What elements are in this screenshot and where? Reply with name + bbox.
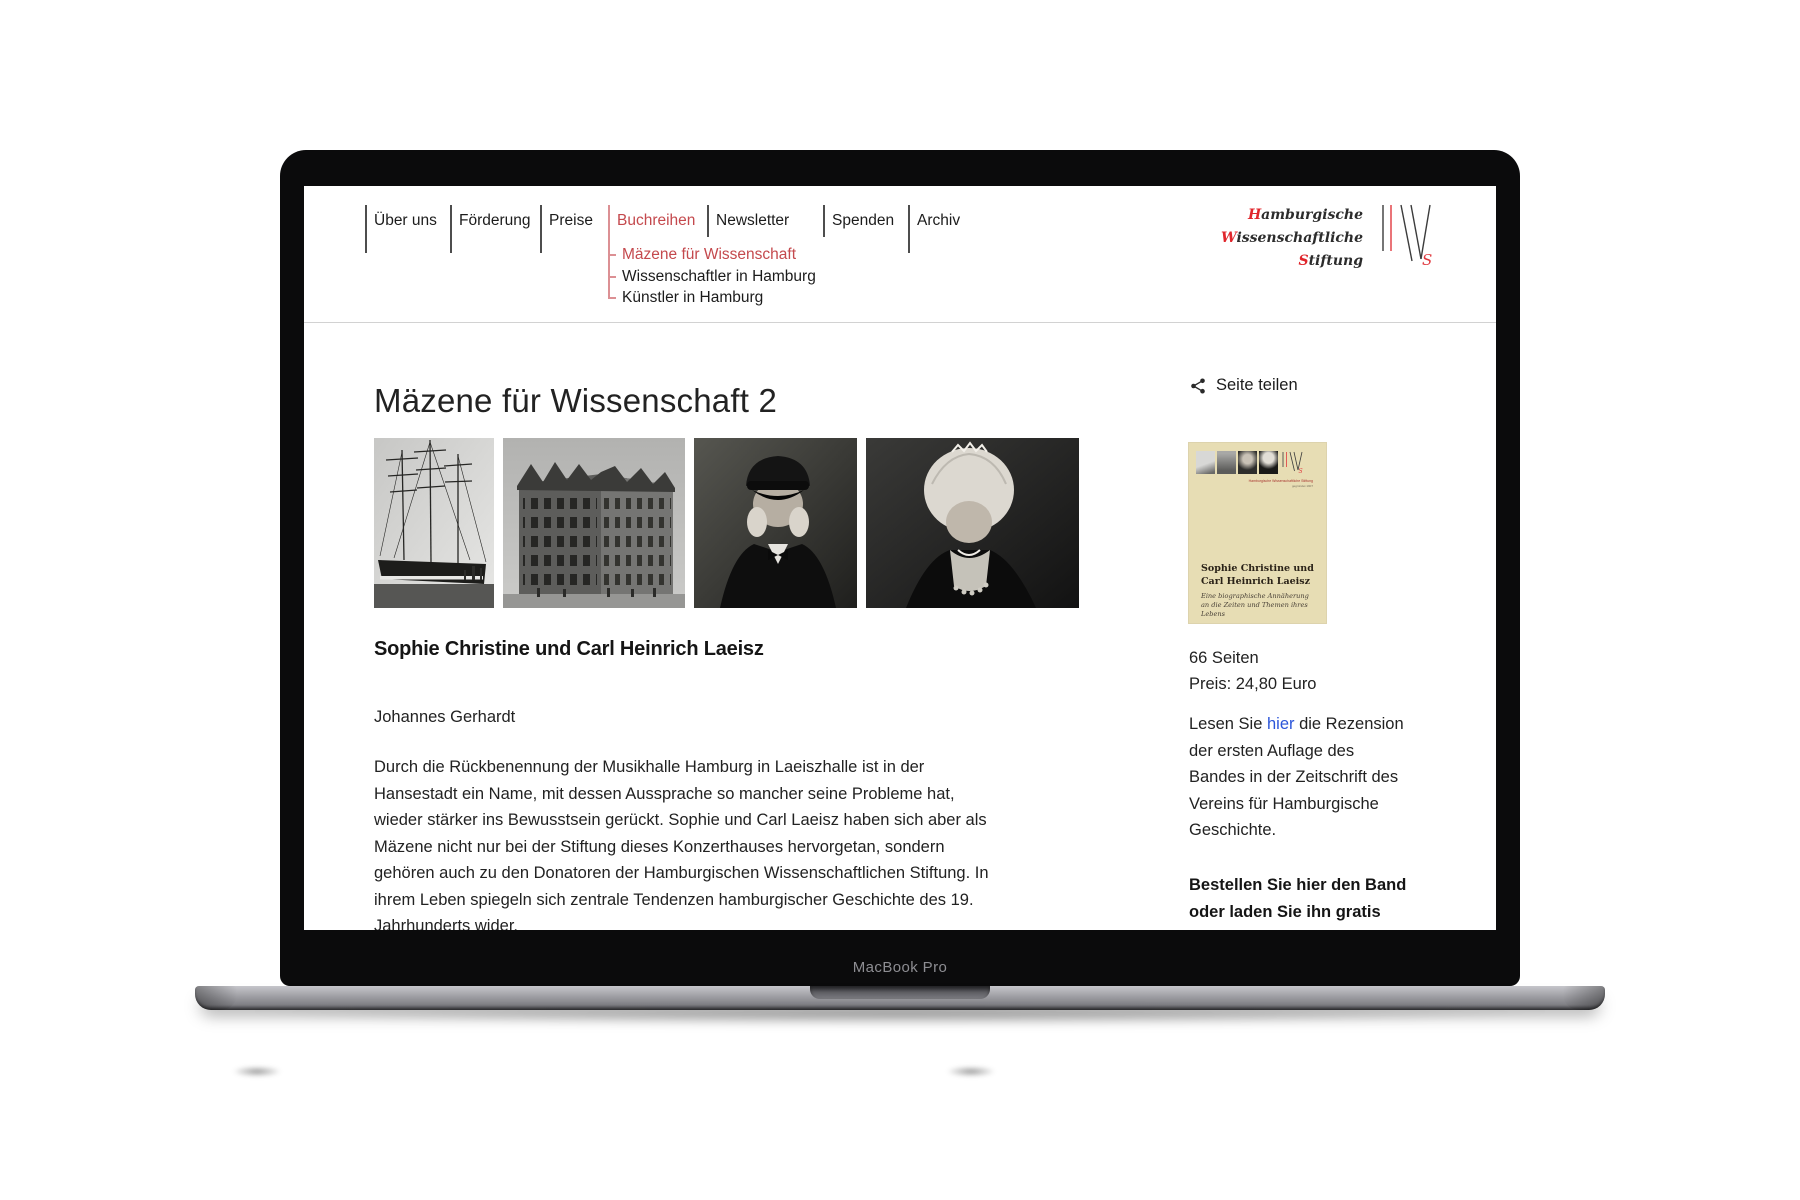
page-count: 66 Seiten: [1189, 649, 1259, 667]
cover-publisher-line: Hamburgische Wissenschaftliche Stiftung gegründet 1907: [1248, 479, 1313, 488]
nav-item-archiv[interactable]: Archiv: [917, 212, 961, 229]
cover-title: Sophie Christine und Carl Heinrich Laeisz: [1201, 563, 1314, 587]
share-icon: [1189, 377, 1207, 395]
cover-ship-thumb: [1196, 451, 1215, 474]
submenu-item-wissenschaftler[interactable]: Wissenschaftler in Hamburg: [622, 268, 816, 285]
review-text: Lesen Sie hier die Rezension der ersten Auflage des Bandes in der Zeitschrift des Vereins für Hamburgische Geschichte.: [1189, 715, 1404, 839]
price: Preis: 24,80 Euro: [1189, 675, 1317, 693]
submenu-tree-tick: [608, 297, 616, 299]
review-link[interactable]: hier: [1266, 715, 1295, 733]
submenu-tree-tick: [608, 276, 616, 278]
nav-item-foerderung[interactable]: Förderung: [459, 212, 531, 229]
laptop-base: [195, 986, 1605, 1010]
sailing-ship-photo: [374, 438, 494, 608]
svg-text:S: S: [1422, 251, 1433, 266]
svg-text:S: S: [1298, 468, 1303, 474]
article-banner-image: [374, 438, 1079, 608]
sophie-laeisz-portrait-photo: [866, 438, 1079, 608]
submenu-item-maezene[interactable]: Mäzene für Wissenschaft: [622, 246, 797, 263]
share-page-button[interactable]: [1189, 376, 1298, 395]
nav-item-preise[interactable]: Preise: [549, 212, 593, 229]
cover-photo-strip: [1196, 451, 1306, 474]
laptop-shadow: [230, 1010, 1570, 1026]
share-label: Seite teilen: [1216, 376, 1298, 394]
carl-laeisz-portrait-photo: [694, 438, 857, 608]
laptop-foot-shadow: [946, 1066, 996, 1077]
laeiszhof-building-photo: [503, 438, 685, 608]
laptop-screen: [304, 186, 1496, 930]
cover-subtitle: Eine biographische Annäherung an die Zeiten und Themen ihres Lebens: [1201, 592, 1309, 618]
cover-carl-thumb: [1238, 451, 1257, 474]
cover-hws-mark-icon: [1280, 451, 1306, 474]
macbook-pro-label: MacBook Pro: [852, 959, 948, 976]
author-name: Johannes Gerhardt: [374, 708, 516, 726]
site-header: [304, 186, 1496, 323]
nav-item-spenden[interactable]: Spenden: [832, 212, 895, 229]
cover-building-thumb: [1217, 451, 1236, 474]
nav-item-ueber-uns[interactable]: Über uns: [374, 212, 437, 229]
article-paragraph: Durch die Rückbenennung der Musikhalle Hamburg in Laeiszhalle ist in der Hansestadt ein Name, mit dessen Aussprache so mancher seine Probleme hat, wieder stärker ins Bewusstsein gerückt. Sophie und Carl Laeisz haben sich aber als Mäzene nicht nur bei der Stiftung dieses Konzerthauses hervorgetan, sondern gehören auch zu den Donatoren der Hamburgischen Wissenschaftlichen Stiftung. In ihrem Leben spiegeln sich zentrale Tendenzen hamburgischer Geschichte des 19. Jahrhunderts wider.: [374, 758, 989, 930]
laptop-foot-shadow: [232, 1066, 282, 1077]
nav-item-buchreihen[interactable]: Buchreihen: [617, 212, 696, 229]
site-logo[interactable]: [1204, 204, 1436, 273]
submenu-item-kuenstler[interactable]: Künstler in Hamburg: [622, 289, 764, 306]
order-text: Bestellen Sie hier den Band oder laden Sie ihn gratis: [1189, 876, 1407, 921]
submenu-tree-tick: [608, 254, 616, 256]
cover-sophie-thumb: [1259, 451, 1278, 474]
book-cover-thumbnail[interactable]: [1189, 443, 1326, 623]
site-logo-wordmark: Hamburgische Wissenschaftliche Stiftung: [1220, 207, 1363, 269]
nav-item-newsletter[interactable]: Newsletter: [716, 212, 790, 229]
laptop-lid-notch: [810, 986, 990, 999]
book-title: Sophie Christine und Carl Heinrich Laeisz: [374, 638, 764, 660]
page-title: Mäzene für Wissenschaft 2: [374, 382, 777, 419]
hws-logo-mark-icon: [1378, 204, 1436, 266]
